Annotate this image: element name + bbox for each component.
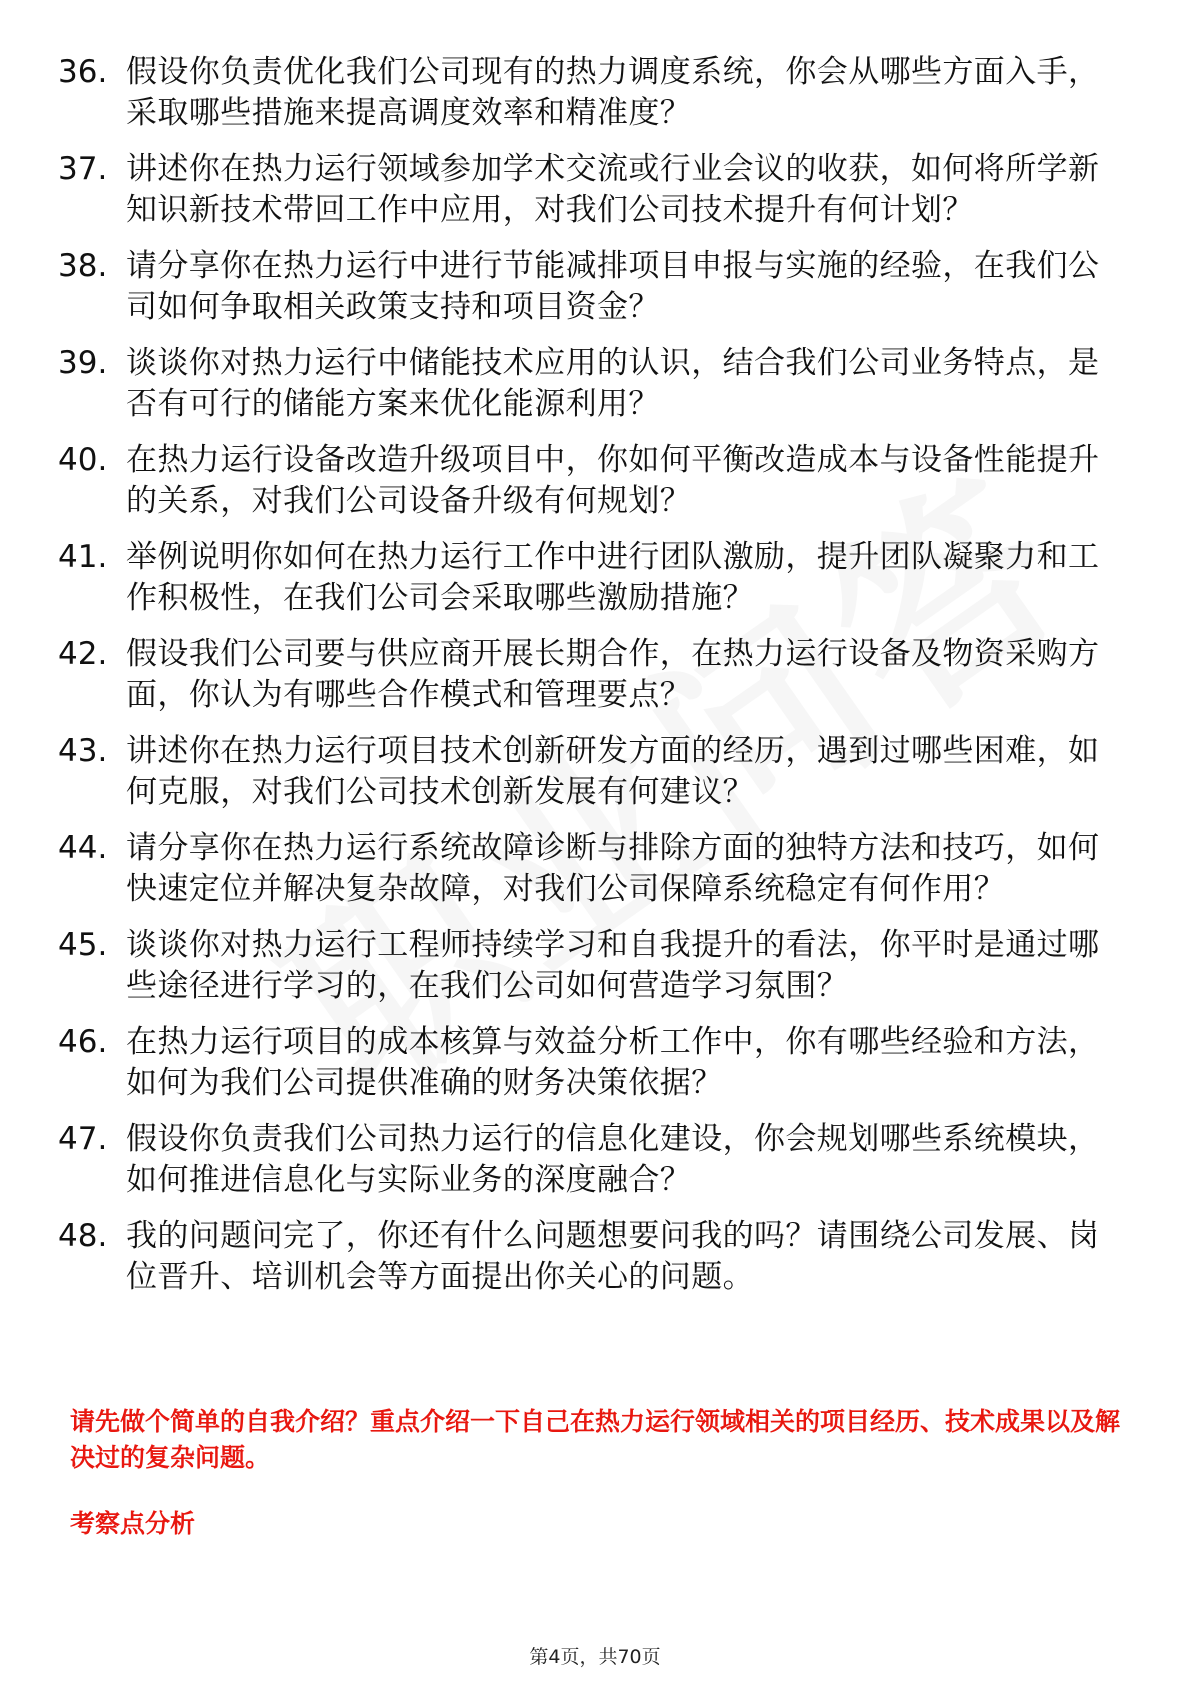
question-item	[58, 149, 1118, 231]
question-item	[58, 52, 1118, 134]
question-number: 47.	[58, 1121, 108, 1157]
question-number: 40.	[58, 442, 108, 478]
question-text: 举例说明你如何在热力运行工作中进行团队激励，提升团队凝聚力和工作积极性，在我们公司会采取哪些激励措施？	[126, 539, 1100, 616]
question-item	[58, 440, 1118, 522]
question-item	[58, 925, 1118, 1007]
question-item	[58, 537, 1118, 619]
question-item	[58, 1022, 1118, 1104]
question-item	[58, 343, 1118, 425]
question-text: 在热力运行项目的成本核算与效益分析工作中，你有哪些经验和方法，如何为我们公司提供准确的财务决策依据？	[126, 1024, 1100, 1101]
question-text: 假设你负责我们公司热力运行的信息化建设，你会规划哪些系统模块，如何推进信息化与实际业务的深度融合？	[126, 1121, 1100, 1198]
question-text: 假设你负责优化我们公司现有的热力调度系统，你会从哪些方面入手，采取哪些措施来提高调度效率和精准度？	[126, 54, 1100, 131]
question-number: 44.	[58, 830, 108, 866]
question-text: 假设我们公司要与供应商开展长期合作，在热力运行设备及物资采购方面，你认为有哪些合作模式和管理要点？	[126, 636, 1100, 713]
question-number: 37.	[58, 151, 108, 187]
question-text: 在热力运行设备改造升级项目中，你如何平衡改造成本与设备性能提升的关系，对我们公司设备升级有何规划？	[126, 442, 1100, 519]
question-number: 48.	[58, 1218, 108, 1254]
question-item	[58, 634, 1118, 716]
question-text: 请分享你在热力运行系统故障诊断与排除方面的独特方法和技巧，如何快速定位并解决复杂故障，对我们公司保障系统稳定有何作用？	[126, 830, 1100, 907]
question-number: 42.	[58, 636, 108, 672]
section-title: 考察点分析	[70, 1509, 196, 1538]
question-item	[58, 246, 1118, 328]
highlight-question: 请先做个简单的自我介绍？重点介绍一下自己在热力运行领域相关的项目经历、技术成果以及解决过的复杂问题。	[70, 1407, 1121, 1472]
question-number: 43.	[58, 733, 108, 769]
question-text: 请分享你在热力运行中进行节能减排项目申报与实施的经验，在我们公司如何争取相关政策支持和项目资金？	[126, 248, 1100, 325]
question-number: 41.	[58, 539, 108, 575]
question-item	[58, 1119, 1118, 1201]
question-list	[58, 52, 1118, 1313]
question-number: 36.	[58, 54, 108, 90]
question-number: 39.	[58, 345, 108, 381]
question-item	[58, 731, 1118, 813]
page-footer: 第4页，共70页	[529, 1646, 661, 1668]
question-number: 45.	[58, 927, 108, 963]
question-text: 谈谈你对热力运行中储能技术应用的认识，结合我们公司业务特点，是否有可行的储能方案来优化能源利用？	[126, 345, 1100, 422]
question-number: 38.	[58, 248, 108, 284]
question-text: 我的问题问完了，你还有什么问题想要问我的吗？请围绕公司发展、岗位晋升、培训机会等方面提出你关心的问题。	[126, 1218, 1100, 1295]
question-item	[58, 828, 1118, 910]
question-text: 讲述你在热力运行项目技术创新研发方面的经历，遇到过哪些困难，如何克服，对我们公司技术创新发展有何建议？	[126, 733, 1100, 810]
question-number: 46.	[58, 1024, 108, 1060]
question-item	[58, 1216, 1118, 1298]
question-text: 讲述你在热力运行领域参加学术交流或行业会议的收获，如何将所学新知识新技术带回工作中应用，对我们公司技术提升有何计划？	[126, 151, 1100, 228]
question-text: 谈谈你对热力运行工程师持续学习和自我提升的看法，你平时是通过哪些途径进行学习的，在我们公司如何营造学习氛围？	[126, 927, 1100, 1004]
